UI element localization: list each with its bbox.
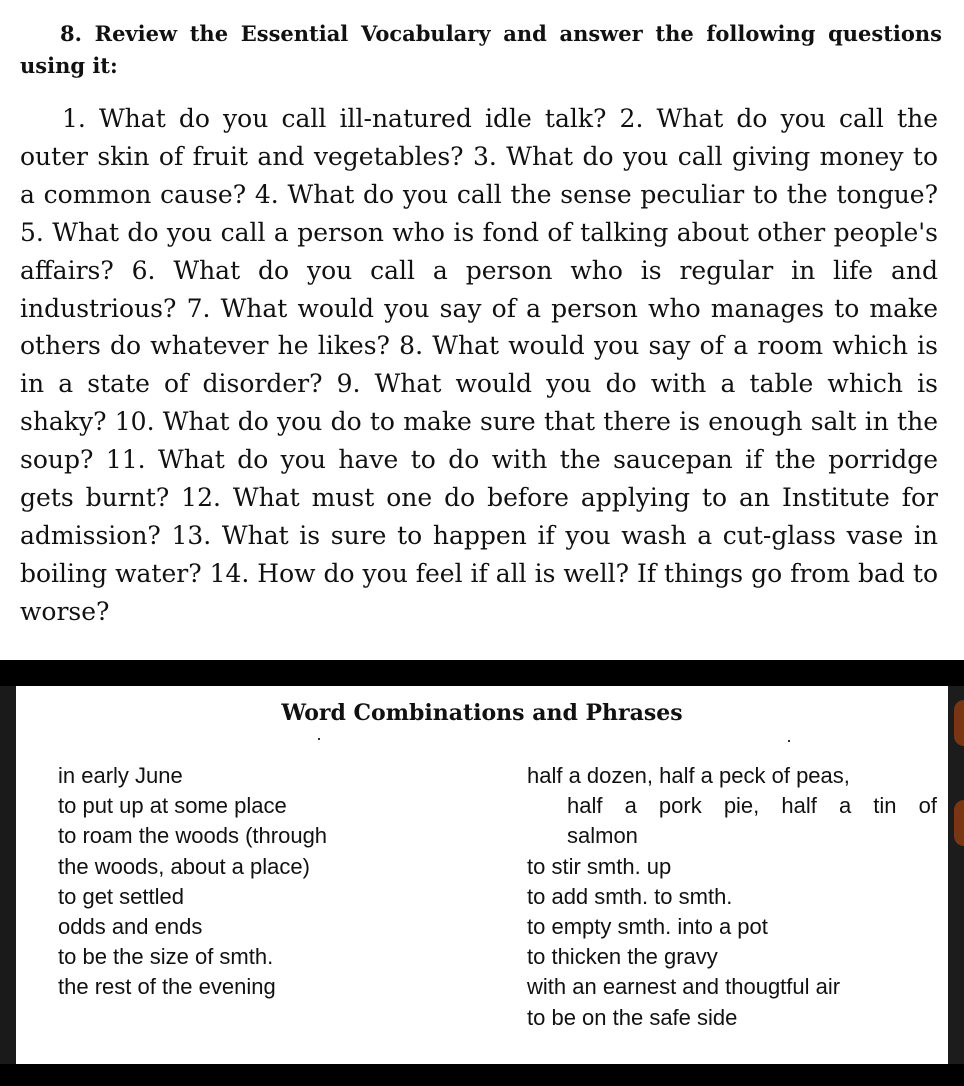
phrase-item: to roam the woods (through	[58, 823, 328, 849]
page-divider	[0, 660, 964, 686]
frame-right-edge	[948, 686, 964, 1086]
phrase-item: in early June	[58, 763, 183, 788]
phrase-item: to get settled	[58, 883, 184, 909]
phrase-item: to be the size of smth.	[58, 944, 274, 970]
phrase-item: with an earnest and thougtful air	[527, 974, 841, 1000]
print-speck	[318, 738, 320, 740]
phrase-item: the woods, about a place)	[58, 853, 310, 879]
phrase-item: half a pork pie, half a tin of	[567, 793, 937, 819]
phrases-right-column	[527, 761, 937, 1033]
phrase-item: odds and ends	[58, 914, 203, 940]
phrase-item: to stir smth. up	[527, 853, 672, 879]
phrase-item: to put up at some place	[58, 793, 287, 819]
phrase-item: the rest of the evening	[58, 974, 276, 1000]
page-edge-mark	[954, 700, 964, 746]
phrase-item: half a dozen, half a peck of peas,	[527, 763, 850, 788]
frame-bottom-edge	[0, 1064, 964, 1086]
phrase-item: to empty smth. into a pot	[527, 914, 768, 940]
phrases-left-column	[58, 761, 498, 1003]
frame-left-edge	[0, 686, 16, 1086]
phrases-section	[16, 686, 948, 1064]
phrase-item: to thicken the gravy	[527, 944, 718, 970]
phrases-title: Word Combinations and Phrases	[281, 700, 683, 726]
page-edge-mark	[954, 800, 964, 846]
phrase-item: to add smth. to smth.	[527, 883, 733, 909]
phrase-item: salmon	[567, 823, 638, 849]
exercise-questions: 1. What do you call ill-natured idle talk? 2. What do you call the outer skin of fruit and vegetables? 3. What do you call giving money to a common cause? 4. What do you call the sense peculiar to the tongue? 5. What do you call a person who is fond of talking about other people's affairs? 6. What do you call a person who is regular in life and industrious? 7. What would you say of a person who manages to make others do whatever he likes? 8. What would you say of a room which is in a state of disorder? 9. What would you do with a table which is shaky? 10. What do you do to make sure that there is enough salt in the soup? 11. What do you have to do with the saucepan if the porridge gets burnt? 12. What must one do before applying to an Institute for admission? 13. What is sure to happen if you wash a cut-glass vase in boiling water? 14. How do you feel if all is well? If things go from bad to worse?	[20, 104, 938, 626]
phrase-item: to be on the safe side	[527, 1004, 738, 1030]
exercise-title: 8. Review the Essential Vocabulary and answer the following questions using it:	[20, 21, 942, 78]
print-speck	[788, 740, 790, 742]
